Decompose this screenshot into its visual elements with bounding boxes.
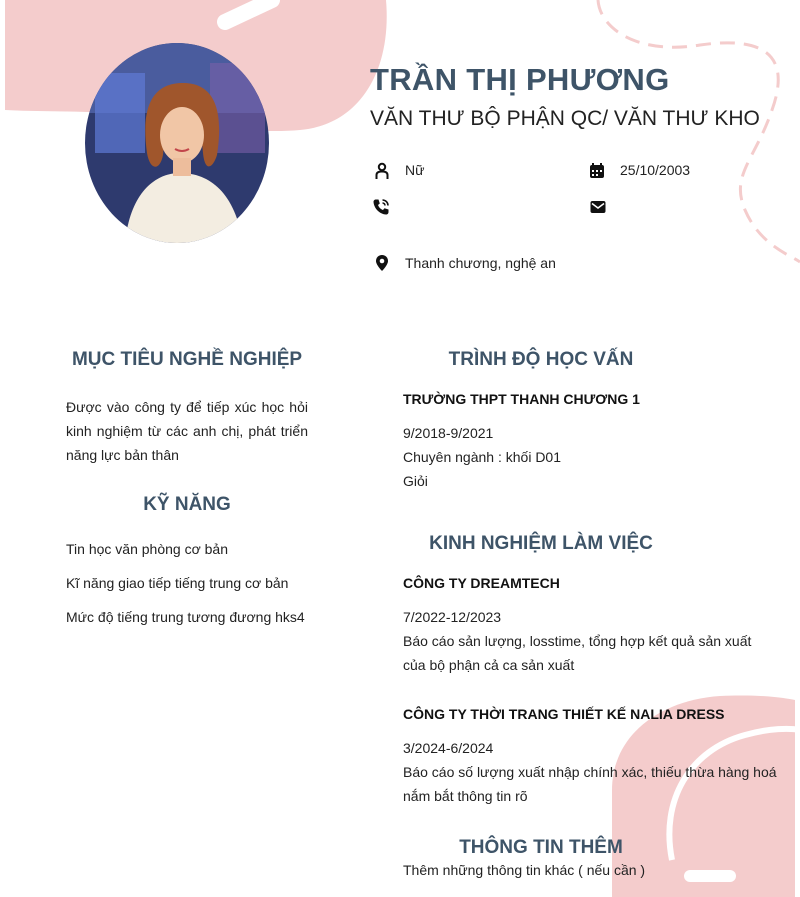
education-period: 9/2018-9/2021 [403,425,494,441]
mail-icon [589,198,607,216]
education-grade: Giỏi [403,473,428,489]
address-value: Thanh chương, nghệ an [405,255,556,271]
phone-icon [372,198,390,216]
company-name: CÔNG TY THỜI TRANG THIẾT KẾ NALIA DRESS [403,706,725,722]
person-name: TRẦN THỊ PHƯƠNG [370,62,670,97]
job-description: Báo cáo số lượng xuất nhập chính xác, thiếu thừa hàng hoá nắm bắt thông tin rõ [403,764,777,804]
skills-heading: KỸ NĂNG [143,494,231,515]
education-major: Chuyên ngành : khối D01 [403,449,561,465]
job-period: 3/2024-6/2024 [403,740,494,756]
skill-item: Mức độ tiếng trung tương đương hks4 [66,609,305,625]
profile-photo [85,43,269,243]
skill-item: Kĩ năng giao tiếp tiếng trung cơ bản [66,575,289,591]
additional-text: Thêm những thông tin khác ( nếu cần ) [403,862,646,878]
school-name: TRƯỜNG THPT THANH CHƯƠNG 1 [403,391,640,407]
location-icon [373,254,391,272]
skill-item: Tin học văn phòng cơ bản [66,541,228,557]
calendar-icon [588,162,606,180]
objective-text: Được vào công ty để tiếp xúc học hỏi kinh nghiệm từ các anh chị, phát triển năng lực bản thân [66,399,308,463]
job-title: VĂN THƯ BỘ PHẬN QC/ VĂN THƯ KHO [370,107,760,130]
experience-heading: KINH NGHIỆM LÀM VIỆC [429,533,653,554]
additional-heading: THÔNG TIN THÊM [459,837,623,858]
objective-heading: MỤC TIÊU NGHỀ NGHIỆP [71,349,303,370]
person-icon [373,162,391,180]
job-description: Báo cáo sản lượng, losstime, tổng hợp kết quả sản xuất của bộ phận cả ca sản xuất [403,633,752,673]
birthdate-value: 25/10/2003 [620,162,691,178]
education-heading: TRÌNH ĐỘ HỌC VẤN [448,349,634,370]
gender-value: Nữ [405,162,425,178]
job-period: 7/2022-12/2023 [403,609,502,625]
company-name: CÔNG TY DREAMTECH [403,575,560,591]
